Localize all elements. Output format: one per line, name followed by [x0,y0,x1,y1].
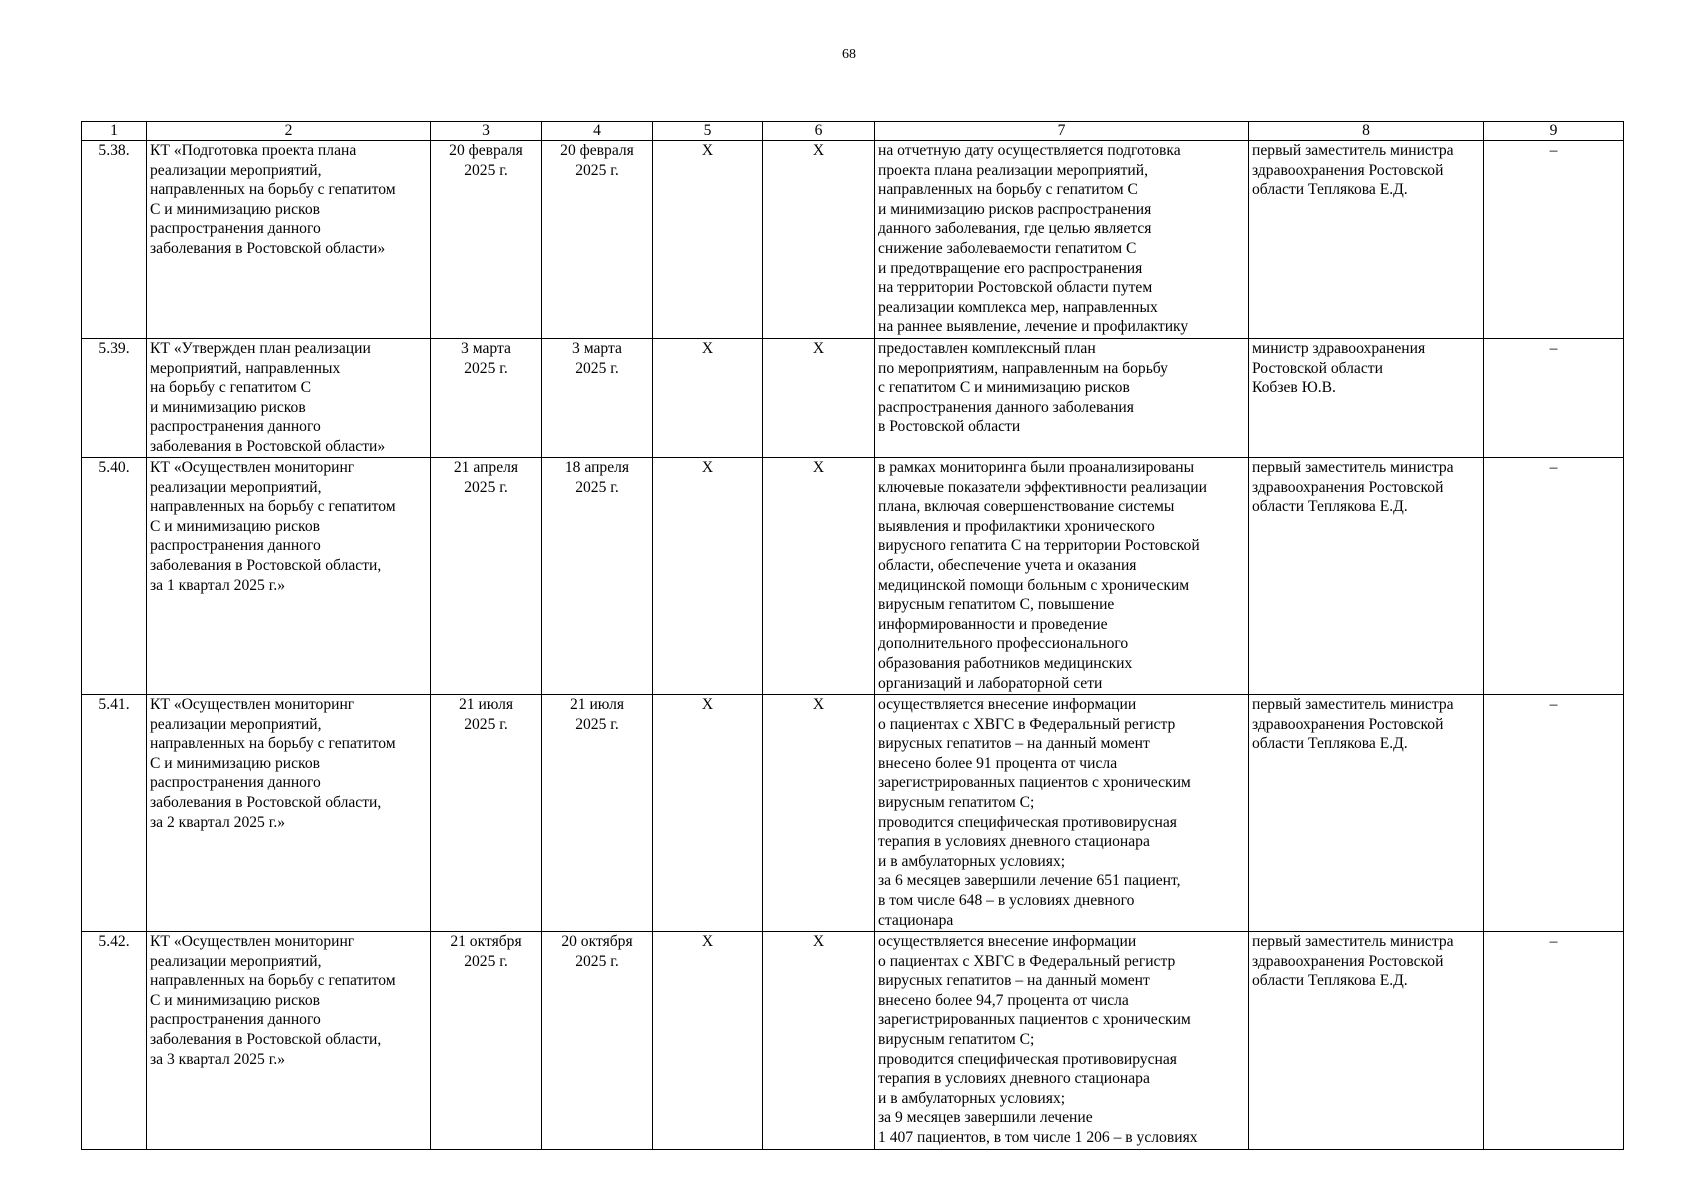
actual-date: 18 апреля 2025 г. [542,458,653,695]
column-number-header: 2 [147,122,431,141]
actual-date: 3 марта 2025 г. [542,339,653,458]
column-9-value: – [1484,339,1624,458]
column-5-value: X [653,932,763,1150]
table-row [82,141,1624,339]
planned-date: 3 марта 2025 г. [431,339,542,458]
responsible-person: первый заместитель министра здравоохранения Ростовской области Теплякова Е.Д. [1249,141,1484,339]
column-6-value: X [763,695,875,932]
status-description: осуществляется внесение информации о пациентах с ХВГС в Федеральный регистр вирусных гепатитов – на данный момент внесено более 91 процента от числа зарегистрированных пациентов с хроническим вирусным гепатитом С; проводится специфическая противовирусная терапия в условиях дневного стационара и в амбулаторных условиях; за 6 месяцев завершили лечение 651 пациент, в том числе 648 – в условиях дневного стационара [875,695,1249,932]
row-number: 5.40. [82,458,147,695]
responsible-person: первый заместитель министра здравоохранения Ростовской области Теплякова Е.Д. [1249,695,1484,932]
column-5-value: X [653,141,763,339]
column-number-header: 1 [82,122,147,141]
column-5-value: X [653,458,763,695]
row-number: 5.39. [82,339,147,458]
status-description: на отчетную дату осуществляется подготовка проекта плана реализации мероприятий, направленных на борьбу с гепатитом С и минимизацию рисков распространения данного заболевания, где целью является снижение заболеваемости гепатитом С и предотвращение его распространения на территории Ростовской области путем реализации комплекса мер, направленных на раннее выявление, лечение и профилактику [875,141,1249,339]
status-description: в рамках мониторинга были проанализированы ключевые показатели эффективности реализации плана, включая совершенствование системы выявления и профилактики хронического вирусного гепатита С на территории Ростовской области, обеспечение учета и оказания медицинской помощи больным с хроническим вирусным гепатитом С, повышение информированности и проведение дополнительного профессионального образования работников медицинских организаций и лабораторной сети [875,458,1249,695]
column-number-header: 8 [1249,122,1484,141]
table-header-row [82,122,1624,141]
actual-date: 20 октября 2025 г. [542,932,653,1150]
control-point-title: КТ «Осуществлен мониторинг реализации мероприятий, направленных на борьбу с гепатитом С и минимизацию рисков распространения данного заболевания в Ростовской области, за 2 квартал 2025 г.» [147,695,431,932]
column-number-header: 5 [653,122,763,141]
planned-date: 21 июля 2025 г. [431,695,542,932]
report-table [81,121,1624,1150]
column-5-value: X [653,339,763,458]
column-6-value: X [763,932,875,1150]
column-number-header: 3 [431,122,542,141]
control-point-title: КТ «Подготовка проекта плана реализации мероприятий, направленных на борьбу с гепатитом С и минимизацию рисков распространения данного заболевания в Ростовской области» [147,141,431,339]
status-description: предоставлен комплексный план по мероприятиям, направленным на борьбу с гепатитом С и минимизацию рисков распространения данного заболевания в Ростовской области [875,339,1249,458]
page-number: 68 [842,47,856,62]
column-9-value: – [1484,141,1624,339]
actual-date: 21 июля 2025 г. [542,695,653,932]
row-number: 5.42. [82,932,147,1150]
table-row [82,695,1624,932]
control-point-title: КТ «Утвержден план реализации мероприятий, направленных на борьбу с гепатитом С и минимизацию рисков распространения данного заболевания в Ростовской области» [147,339,431,458]
column-number-header: 4 [542,122,653,141]
column-number-header: 6 [763,122,875,141]
table-row [82,932,1624,1150]
responsible-person: первый заместитель министра здравоохранения Ростовской области Теплякова Е.Д. [1249,458,1484,695]
column-number-header: 9 [1484,122,1624,141]
column-9-value: – [1484,695,1624,932]
responsible-person: министр здравоохранения Ростовской области Кобзев Ю.В. [1249,339,1484,458]
column-6-value: X [763,141,875,339]
actual-date: 20 февраля 2025 г. [542,141,653,339]
planned-date: 21 октября 2025 г. [431,932,542,1150]
row-number: 5.41. [82,695,147,932]
column-5-value: X [653,695,763,932]
column-number-header: 7 [875,122,1249,141]
control-point-title: КТ «Осуществлен мониторинг реализации мероприятий, направленных на борьбу с гепатитом С и минимизацию рисков распространения данного заболевания в Ростовской области, за 3 квартал 2025 г.» [147,932,431,1150]
responsible-person: первый заместитель министра здравоохранения Ростовской области Теплякова Е.Д. [1249,932,1484,1150]
column-6-value: X [763,458,875,695]
planned-date: 20 февраля 2025 г. [431,141,542,339]
control-point-title: КТ «Осуществлен мониторинг реализации мероприятий, направленных на борьбу с гепатитом С и минимизацию рисков распространения данного заболевания в Ростовской области, за 1 квартал 2025 г.» [147,458,431,695]
planned-date: 21 апреля 2025 г. [431,458,542,695]
status-description: осуществляется внесение информации о пациентах с ХВГС в Федеральный регистр вирусных гепатитов – на данный момент внесено более 94,7 процента от числа зарегистрированных пациентов с хроническим вирусным гепатитом С; проводится специфическая противовирусная терапия в условиях дневного стационара и в амбулаторных условиях; за 9 месяцев завершили лечение 1 407 пациентов, в том числе 1 206 – в условиях [875,932,1249,1150]
row-number: 5.38. [82,141,147,339]
column-9-value: – [1484,932,1624,1150]
table-row [82,458,1624,695]
column-6-value: X [763,339,875,458]
column-9-value: – [1484,458,1624,695]
table-row [82,339,1624,458]
